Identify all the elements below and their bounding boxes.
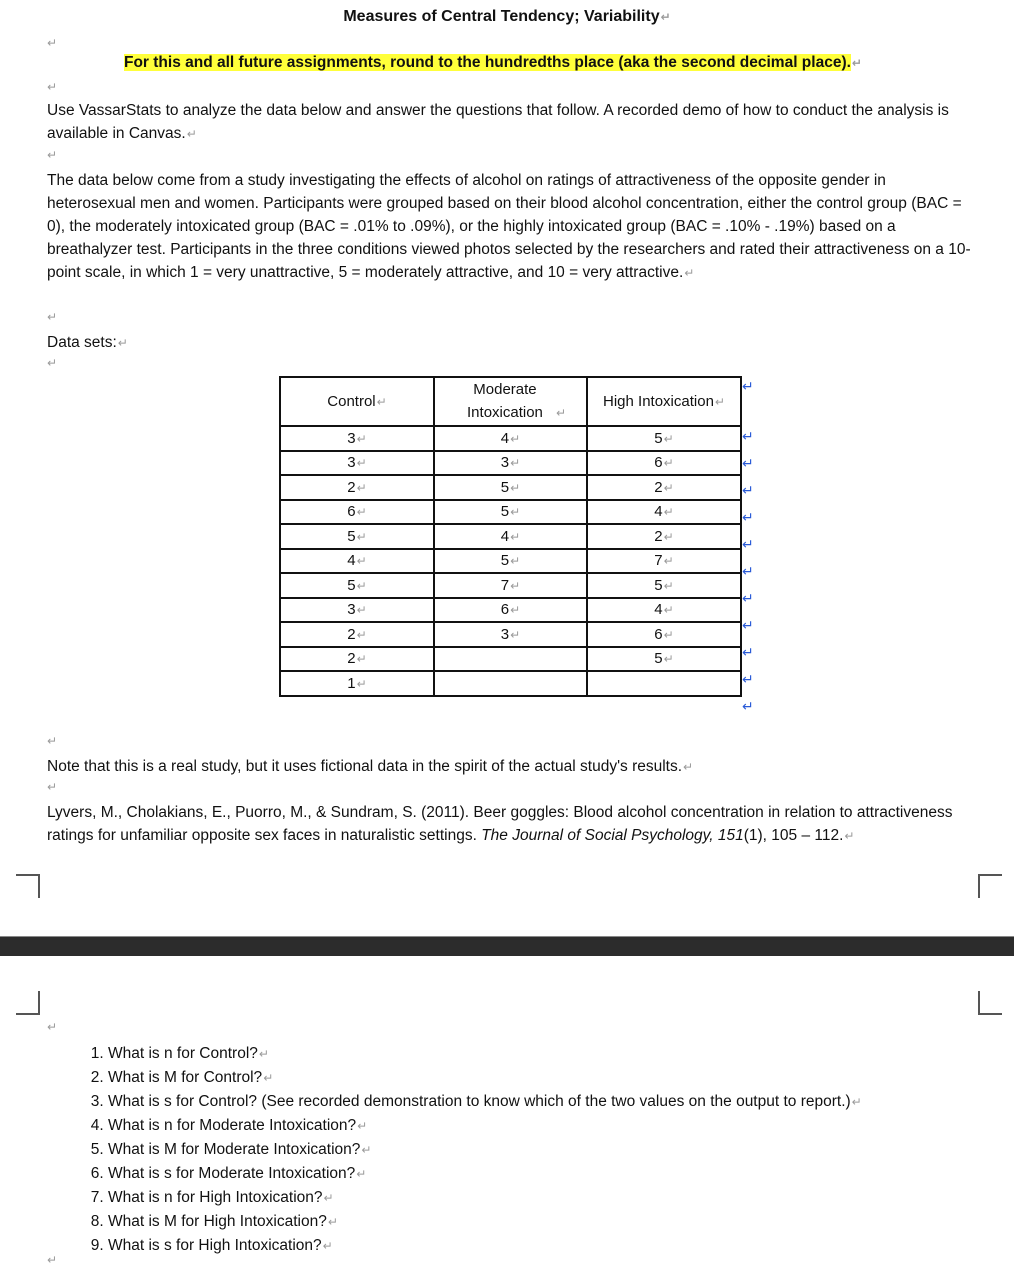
- row-end-mark: ↵: [742, 563, 754, 579]
- table-cell: 2↵: [280, 475, 434, 500]
- note-paragraph: [47, 755, 972, 779]
- paragraph-mark: ↵: [376, 394, 387, 409]
- table-row: [280, 500, 741, 525]
- question-item: 8. What is M for High Intoxication?↵: [108, 1210, 1014, 1234]
- row-end-mark: ↵: [742, 644, 754, 660]
- paragraph-mark: ↵: [186, 127, 197, 141]
- question-item: 9. What is s for High Intoxication?↵: [108, 1234, 1014, 1258]
- page-corner-mark: [16, 991, 40, 1015]
- table-cell: 6↵: [434, 598, 587, 623]
- table-row: [280, 475, 741, 500]
- paragraph-mark: ↵: [47, 734, 58, 748]
- document-title: [0, 8, 1014, 26]
- paragraph-mark: ↵: [47, 310, 58, 324]
- data-sets-label: [47, 331, 972, 355]
- table-row: [280, 573, 741, 598]
- question-item: 7. What is n for High Intoxication?↵: [108, 1186, 1014, 1210]
- table-row: [280, 451, 741, 476]
- paragraph-mark: ↵: [47, 356, 58, 370]
- table-cell: 2↵: [280, 622, 434, 647]
- table-cell: 6↵: [587, 451, 741, 476]
- table-cell: 5↵: [587, 647, 741, 672]
- question-item: 4. What is n for Moderate Intoxication?↵: [108, 1114, 1014, 1138]
- row-end-mark: ↵: [742, 617, 754, 633]
- table-cell: 1↵: [280, 671, 434, 696]
- table-cell: 3↵: [434, 622, 587, 647]
- row-end-mark: ↵: [742, 671, 754, 687]
- page-corner-mark: [978, 874, 1002, 898]
- instructions-text: Use VassarStats to analyze the data below and answer the questions that follow. A recorded demo of how to conduct the analysis is available in Canvas.: [47, 102, 949, 142]
- table-row: [280, 671, 741, 696]
- table-cell: 7↵: [587, 549, 741, 574]
- question-list: [47, 1042, 1014, 1258]
- citation-pages: 105 – 112.: [771, 827, 844, 844]
- paragraph-mark: ↵: [851, 56, 862, 70]
- paragraph-mark: ↵: [714, 394, 725, 409]
- table-cell: 4↵: [434, 426, 587, 451]
- table-cell: 4↵: [587, 500, 741, 525]
- table-header-row: [280, 377, 741, 426]
- highlighted-text: For this and all future assignments, round to the hundredths place (aka the second decimal place).: [124, 54, 851, 71]
- row-end-mark: ↵: [742, 482, 754, 498]
- table-row: [280, 549, 741, 574]
- paragraph-mark: ↵: [684, 266, 695, 280]
- header-moderate: Moderate Intoxication ↵: [434, 377, 587, 426]
- paragraph-mark: ↵: [47, 148, 58, 162]
- row-end-mark: ↵: [742, 590, 754, 606]
- paragraph-mark: ↵: [47, 1020, 58, 1034]
- table-row: [280, 524, 741, 549]
- row-end-mark: ↵: [742, 536, 754, 552]
- row-end-mark: ↵: [742, 428, 754, 444]
- table-cell: 4↵: [280, 549, 434, 574]
- table-cell: 5↵: [434, 549, 587, 574]
- data-table: [279, 376, 742, 697]
- note-text: Note that this is a real study, but it uses fictional data in the spirit of the actual study's results.: [47, 758, 683, 775]
- table-cell: 3↵: [280, 451, 434, 476]
- paragraph-mark: ↵: [844, 829, 855, 843]
- instructions-paragraph: [47, 99, 972, 146]
- row-end-mark: ↵: [742, 378, 754, 394]
- question-item: 3. What is s for Control? (See recorded demonstration to know which of the two values on the output to report.)↵: [108, 1090, 1014, 1114]
- paragraph-mark: ↵: [660, 10, 671, 24]
- question-item: 6. What is s for Moderate Intoxication?↵: [108, 1162, 1014, 1186]
- table-row: [280, 622, 741, 647]
- table-cell: 7↵: [434, 573, 587, 598]
- page-corner-mark: [978, 991, 1002, 1015]
- question-item: 1. What is n for Control?↵: [108, 1042, 1014, 1066]
- table-cell: 5↵: [434, 500, 587, 525]
- table-row: [280, 598, 741, 623]
- table-cell: 4↵: [587, 598, 741, 623]
- table-cell: 5↵: [280, 524, 434, 549]
- header-high: High Intoxication↵: [587, 377, 741, 426]
- paragraph-mark: ↵: [47, 780, 58, 794]
- citation-paragraph: [47, 801, 972, 848]
- study-description-text: The data below come from a study investigating the effects of alcohol on ratings of attractiveness of the opposite gender in heterosexual men and women. Participants were grouped based on their blood alcohol concentration, either the control group (BAC = 0), the moderately intoxicated group (BAC = .01% to .09%), or the highly intoxicated group (BAC = .10% - .19%) based on a breathalyzer test. Participants in the three conditions viewed photos selected by the researchers and rated their attractiveness on a 10-point scale, in which 1 = very unattractive, 5 = moderately attractive, and 10 = very attractive.: [47, 172, 971, 281]
- citation-journal: The Journal of Social Psychology, 151: [481, 827, 744, 844]
- table-row: [280, 647, 741, 672]
- table-cell: [587, 671, 741, 696]
- question-item: 5. What is M for Moderate Intoxication?↵: [108, 1138, 1014, 1162]
- table-cell: 5↵: [434, 475, 587, 500]
- study-description-paragraph: [47, 169, 972, 285]
- table-cell: 2↵: [280, 647, 434, 672]
- row-end-mark: ↵: [742, 455, 754, 471]
- data-sets-label-text: Data sets:: [47, 334, 117, 351]
- table-cell: 5↵: [280, 573, 434, 598]
- paragraph-mark: ↵: [47, 80, 58, 94]
- table-cell: [434, 647, 587, 672]
- title-text: Measures of Central Tendency; Variability: [343, 8, 660, 25]
- table-cell: 5↵: [587, 573, 741, 598]
- citation-authors: Lyvers, M., Cholakians, E., Puorro, M., & Sundram, S. (2011). Beer goggles: Blood alcohol concentration in relation to attractiveness ratings for unfamiliar opposite sex faces in naturalistic settings.: [47, 804, 953, 844]
- paragraph-mark: ↵: [555, 406, 567, 420]
- question-item: 2. What is M for Control?↵: [108, 1066, 1014, 1090]
- table-cell: 4↵: [434, 524, 587, 549]
- table-cell: 6↵: [587, 622, 741, 647]
- paragraph-mark: ↵: [47, 36, 58, 50]
- citation-issue: (1),: [743, 827, 767, 844]
- paragraph-mark: ↵: [117, 336, 128, 350]
- table-cell: 5↵: [587, 426, 741, 451]
- row-end-mark: ↵: [742, 509, 754, 525]
- page-break: [0, 936, 1014, 956]
- rounding-notice: [124, 54, 862, 72]
- table-cell: 3↵: [280, 598, 434, 623]
- table-cell: 2↵: [587, 524, 741, 549]
- table-cell: 2↵: [587, 475, 741, 500]
- table-cell: [434, 671, 587, 696]
- table-cell: 3↵: [434, 451, 587, 476]
- header-control: Control↵: [280, 377, 434, 426]
- table-row: [280, 426, 741, 451]
- paragraph-mark: ↵: [47, 1253, 58, 1267]
- paragraph-mark: ↵: [683, 760, 694, 774]
- table-cell: 3↵: [280, 426, 434, 451]
- table-cell: 6↵: [280, 500, 434, 525]
- row-end-mark: ↵: [742, 698, 754, 714]
- page-corner-mark: [16, 874, 40, 898]
